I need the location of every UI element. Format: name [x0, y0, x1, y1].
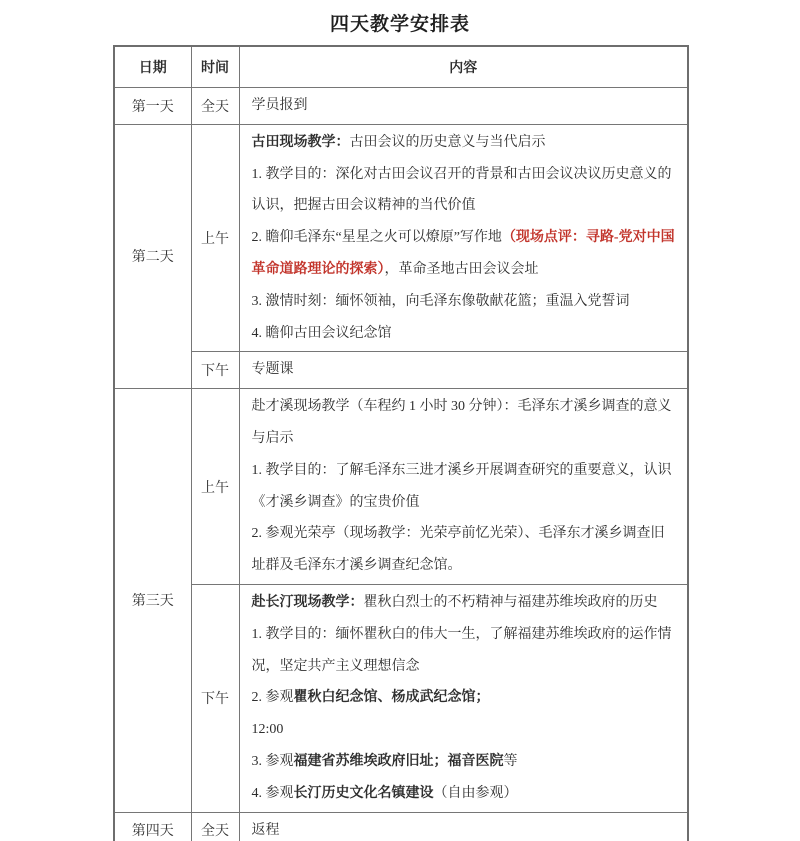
page-title: 四天教学安排表: [329, 14, 470, 35]
schedule-table: [113, 45, 689, 841]
body-text: 12:00: [251, 722, 284, 738]
body-text: 2. 瞻仰毛泽东“星星之火可以燎原”写作地: [251, 230, 502, 246]
time-cell: 下午: [191, 584, 239, 812]
schedule-table-header: [114, 46, 688, 88]
date-cell: 第一天: [114, 88, 191, 125]
content-paragraph: [252, 354, 676, 386]
bold-text: 瞿秋白纪念馆、杨成武纪念馆；: [293, 690, 490, 706]
time-cell: 上午: [191, 124, 239, 352]
body-text: 1. 教学目的：深化对古田会议召开的背景和古田会议决议历史意义的认识，把握古田会议精神的当代价值: [251, 166, 672, 214]
body-text: 1. 教学目的：了解毛泽东三进才溪乡开展调查研究的重要意义，认识《才溪乡调查》的宝贵价值: [251, 462, 672, 510]
time-cell: 全天: [191, 812, 239, 841]
content-paragraph: [252, 815, 676, 841]
body-text: ，革命圣地古田会议会址: [384, 261, 539, 277]
content-paragraph: [252, 127, 676, 159]
date-cell: 第四天: [114, 812, 191, 841]
table-row: [114, 584, 688, 812]
table-row: [114, 812, 688, 841]
content-cell: [239, 584, 688, 812]
content-paragraph: [252, 518, 676, 582]
content-paragraph: [252, 318, 676, 350]
content-cell: [239, 389, 688, 585]
body-text: 2. 参观光荣亭（现场教学：光荣亭前忆光荣）、毛泽东才溪乡调查旧址群及毛泽东才溪乡调查纪念馆。: [251, 526, 665, 574]
content-paragraph: [252, 90, 676, 122]
body-text: 2. 参观: [251, 690, 294, 706]
body-text: 3. 参观: [251, 753, 294, 769]
body-text: 专题课: [251, 362, 294, 378]
body-text: 3. 激情时刻：缅怀领袖，向毛泽东像敬献花篮；重温入党誓词: [251, 293, 630, 309]
content-cell: [239, 124, 688, 352]
content-cell: [239, 352, 688, 389]
column-header-content: 内容: [239, 46, 688, 88]
content-paragraph: [252, 455, 676, 519]
content-paragraph: [252, 159, 676, 223]
body-text: 古田会议的历史意义与当代启示: [349, 134, 546, 150]
body-text: 返程: [251, 822, 280, 838]
time-cell: 上午: [191, 389, 239, 585]
content-cell: [239, 812, 688, 841]
table-row: [114, 389, 688, 585]
schedule-table-body: [114, 88, 688, 841]
bold-text: 古田现场教学：: [251, 134, 350, 150]
body-text: （自由参观）: [433, 785, 518, 801]
content-paragraph: [252, 778, 676, 810]
content-paragraph: [252, 587, 676, 619]
column-header-time: 时间: [191, 46, 239, 88]
body-text: 赴才溪现场教学（车程约 1 小时 30 分钟）：毛泽东才溪乡调查的意义与启示: [251, 399, 672, 446]
column-header-date: 日期: [114, 46, 191, 88]
header-row: [114, 46, 688, 88]
body-text: 4. 瞻仰古田会议纪念馆: [251, 325, 392, 341]
content-paragraph: [252, 286, 676, 318]
content-paragraph: [252, 619, 676, 683]
time-cell: 下午: [191, 352, 239, 389]
body-text: 等: [503, 753, 518, 769]
date-cell: 第二天: [114, 124, 191, 388]
body-text: 1. 教学目的：缅怀瞿秋白的伟大一生，了解福建苏维埃政府的运作情况，坚定共产主义理想信念: [251, 626, 672, 674]
table-row: [114, 124, 688, 352]
body-text: 学员报到: [251, 98, 308, 113]
content-paragraph: [252, 746, 676, 778]
bold-text: 福建省苏维埃政府旧址；福音医院: [293, 753, 504, 769]
body-text: 4. 参观: [251, 785, 294, 801]
table-row: [114, 88, 688, 125]
content-cell: [239, 88, 688, 125]
content-paragraph: [252, 714, 676, 746]
content-paragraph: [252, 391, 676, 455]
content-paragraph: [252, 682, 676, 714]
bold-text: 长汀历史文化名镇建设: [293, 785, 434, 801]
body-text: 瞿秋白烈士的不朽精神与福建苏维埃政府的历史: [363, 594, 658, 610]
table-row: [114, 352, 688, 389]
date-cell: 第三天: [114, 389, 191, 812]
content-paragraph: [252, 222, 676, 286]
time-cell: 全天: [191, 88, 239, 125]
bold-text: 赴长汀现场教学：: [251, 594, 364, 610]
red-annotation-text: （现场点评：寻路-党对中国革命道路理论的探索）: [251, 230, 675, 277]
